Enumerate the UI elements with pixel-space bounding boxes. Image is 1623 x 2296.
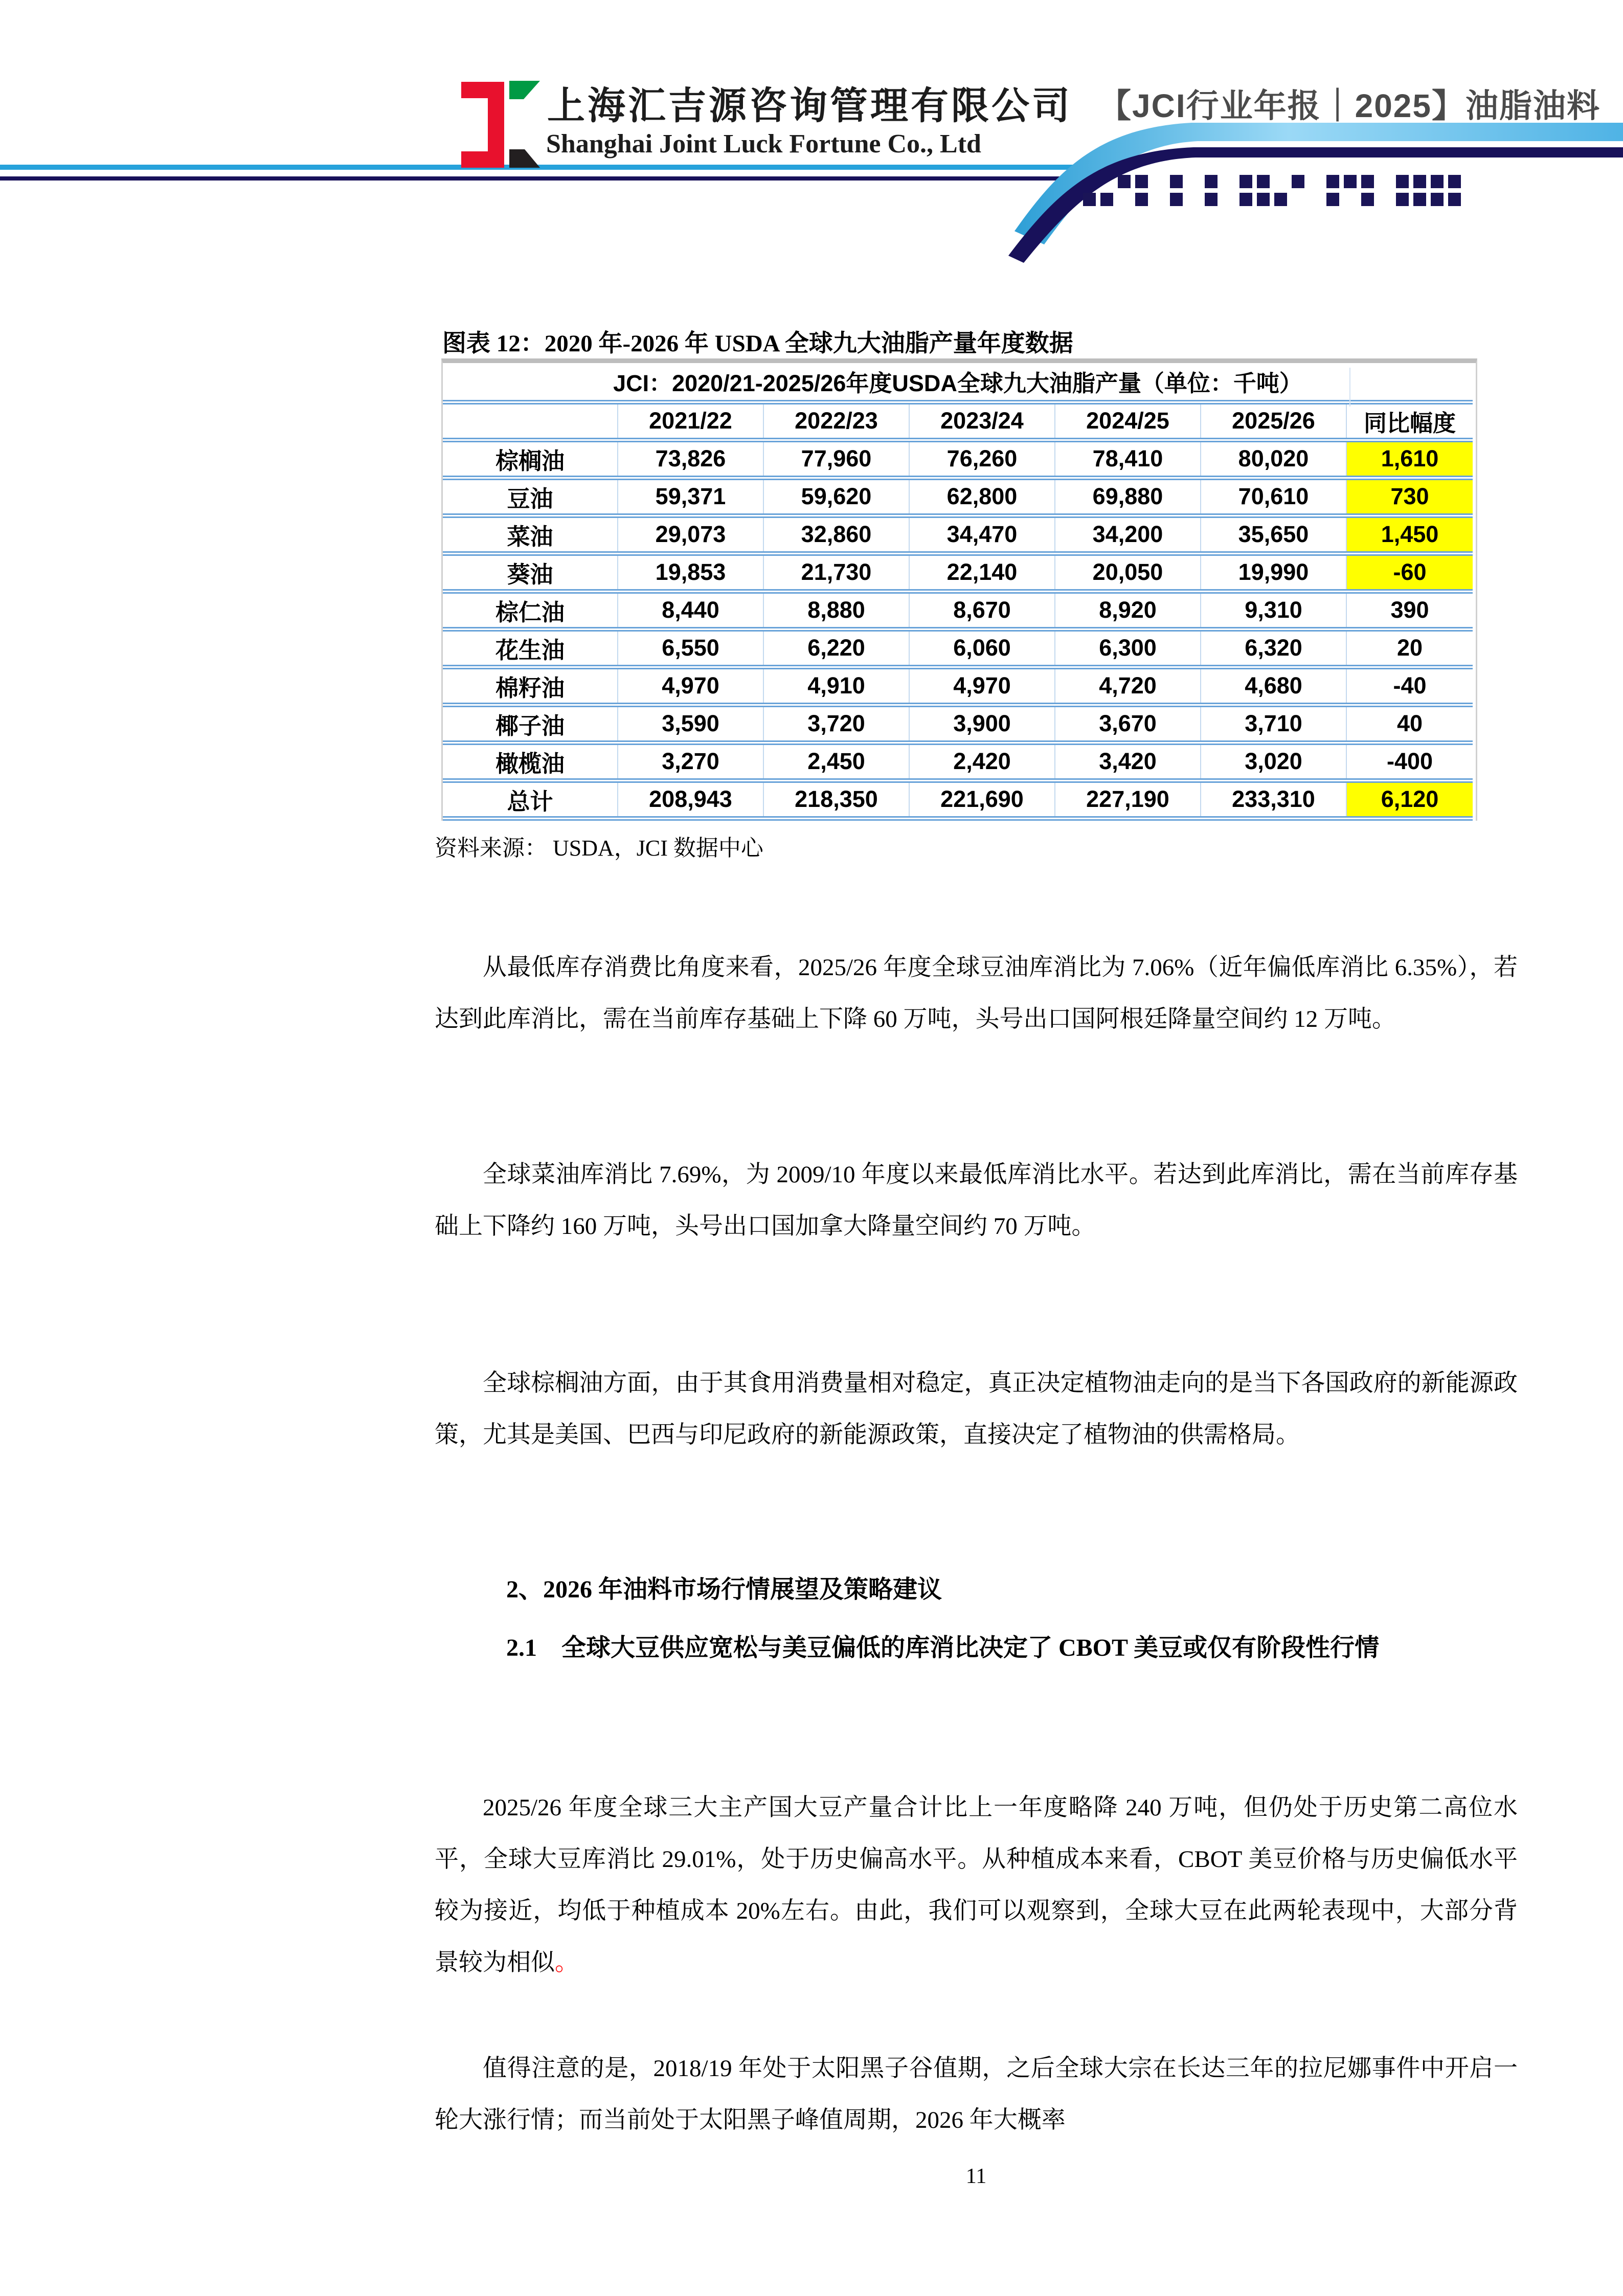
row-label: 菜油 bbox=[507, 523, 553, 550]
table-cell: 59,620 bbox=[763, 478, 909, 515]
table-cell: 3,670 bbox=[1055, 705, 1201, 742]
table-row bbox=[443, 553, 1473, 591]
column-header: 2024/25 bbox=[1055, 402, 1201, 440]
table-row bbox=[443, 667, 1473, 705]
table-cell: 59,371 bbox=[618, 478, 763, 515]
table-row bbox=[443, 705, 1473, 742]
yoy-cell: -60 bbox=[1346, 553, 1473, 591]
dot-off bbox=[1309, 175, 1322, 188]
paragraph-palmoil-policy: 全球棕榈油方面，由于其食用消费量相对稳定，真正决定植物油走向的是当下各国政府的新能源政策，尤其是美国、巴西与印尼政府的新能源政策，直接决定了植物油的供需格局。 bbox=[435, 1370, 1518, 1448]
table-cell: 70,610 bbox=[1201, 478, 1346, 515]
dot-on bbox=[1118, 175, 1131, 188]
dot-off bbox=[1222, 175, 1235, 188]
dot-on bbox=[1135, 175, 1148, 188]
column-header: 2025/26 bbox=[1201, 402, 1346, 440]
row-label: 花生油 bbox=[495, 637, 565, 663]
row-label: 总计 bbox=[507, 788, 553, 815]
row-label: 棕仁油 bbox=[495, 599, 565, 625]
yoy-cell: 1,610 bbox=[1346, 440, 1473, 478]
yoy-cell: 6,120 bbox=[1346, 780, 1473, 818]
table-cell: 73,826 bbox=[618, 440, 763, 478]
table-cell: 6,320 bbox=[1201, 629, 1346, 667]
table-cell: 8,440 bbox=[618, 591, 763, 629]
dot-off bbox=[1292, 193, 1304, 206]
paragraph-soybean-outlook bbox=[435, 1782, 1518, 1989]
dot-on bbox=[1257, 175, 1270, 188]
row-label: 椰子油 bbox=[495, 712, 565, 739]
table-row bbox=[443, 515, 1473, 553]
row-label: 棉籽油 bbox=[495, 674, 565, 701]
table-cell: 34,470 bbox=[909, 515, 1055, 553]
table-cell: 4,970 bbox=[909, 667, 1055, 705]
dot-off bbox=[1118, 193, 1131, 206]
logo-green-shape bbox=[509, 81, 540, 99]
table-cell: 4,680 bbox=[1201, 667, 1346, 705]
table-cell: 3,590 bbox=[618, 705, 763, 742]
dot-on bbox=[1431, 193, 1444, 206]
table-columns-row bbox=[443, 402, 1473, 440]
table-cell: 6,550 bbox=[618, 629, 763, 667]
dot-on bbox=[1431, 175, 1444, 188]
dot-off bbox=[1379, 175, 1391, 188]
dot-off bbox=[1187, 193, 1200, 206]
table-cell: 218,350 bbox=[763, 780, 909, 818]
table-cell: 4,970 bbox=[618, 667, 763, 705]
dot-on bbox=[1239, 175, 1252, 188]
logo-black-shape bbox=[509, 149, 540, 168]
table-cell: 3,720 bbox=[763, 705, 909, 742]
table-cell: 2,420 bbox=[909, 742, 1055, 780]
table-cell: 3,020 bbox=[1201, 742, 1346, 780]
dot-on bbox=[1361, 175, 1374, 188]
table-cell: 9,310 bbox=[1201, 591, 1346, 629]
dot-matrix-row bbox=[1083, 193, 1466, 206]
table-cell: 6,220 bbox=[763, 629, 909, 667]
column-header: 2022/23 bbox=[763, 402, 909, 440]
table-cell: 62,800 bbox=[909, 478, 1055, 515]
paragraph-soybean-outlook-text: 2025/26 年度全球三大主产国大豆产量合计比上一年度略降 240 万吨，但仍处于历史第二高位水平，全球大豆库消比 29.01%，处于历史偏高水平。从种植成本来看，CBOT 美豆价格与历史偏低水平较为接近，均低于种植成本 20%左右。由此，我们可以观察到，全球大豆在此两轮表现中，大部分背景较为相似 bbox=[435, 1794, 1518, 1976]
table-cell: 21,730 bbox=[763, 553, 909, 591]
dot-on bbox=[1326, 193, 1339, 206]
dot-on bbox=[1326, 175, 1339, 188]
table-cell: 221,690 bbox=[909, 780, 1055, 818]
dot-on bbox=[1135, 193, 1148, 206]
section-heading-2-1: 2.1 全球大豆供应宽松与美豆偏低的库消比决定了 CBOT 美豆或仅有阶段性行情 bbox=[506, 1634, 1380, 1661]
paragraph-rapeoil-stocks: 全球菜油库消比 7.69%，为 2009/10 年度以来最低库消比水平。若达到此库消比，需在当前库存基础上下降约 160 万吨，头号出口国加拿大降量空间约 70 万吨。 bbox=[435, 1161, 1518, 1240]
company-logo-icon bbox=[459, 75, 543, 175]
table-cell: 6,300 bbox=[1055, 629, 1201, 667]
dot-on bbox=[1100, 193, 1113, 206]
table-cell: 208,943 bbox=[618, 780, 763, 818]
column-header bbox=[443, 402, 618, 440]
dot-off bbox=[1083, 175, 1096, 188]
dot-off bbox=[1222, 193, 1235, 206]
dot-off bbox=[1274, 175, 1287, 188]
header-rule-navy bbox=[0, 176, 1069, 181]
table-cell: 20,050 bbox=[1055, 553, 1201, 591]
table-cell: 32,860 bbox=[763, 515, 909, 553]
table-cell: 29,073 bbox=[618, 515, 763, 553]
paragraph-soyoil-stocks: 从最低库存消费比角度来看，2025/26 年度全球豆油库消比为 7.06%（近年偏低库消比 6.35%），若达到此库消比，需在当前库存基础上下降 60 万吨，头号出口国阿根廷降量空间约 12 万吨。 bbox=[435, 954, 1518, 1032]
usda-production-table bbox=[441, 358, 1477, 821]
table-merged-row-divider bbox=[1349, 368, 1350, 407]
dot-on bbox=[1205, 193, 1218, 206]
dot-on bbox=[1083, 193, 1096, 206]
table-row bbox=[443, 478, 1473, 515]
table-row bbox=[443, 742, 1473, 780]
table-cell: 76,260 bbox=[909, 440, 1055, 478]
dot-on bbox=[1448, 175, 1461, 188]
dot-on bbox=[1413, 175, 1426, 188]
logo-red-bracket bbox=[461, 82, 504, 168]
column-header: 同比幅度 bbox=[1346, 402, 1473, 440]
yoy-cell: -40 bbox=[1346, 667, 1473, 705]
dot-off bbox=[1379, 193, 1391, 206]
table-cell: 2,450 bbox=[763, 742, 909, 780]
table-merged-title: JCI：2020/21-2025/26年度USDA全球九大油脂产量（单位：千吨） bbox=[613, 370, 1302, 397]
dot-on bbox=[1274, 193, 1287, 206]
paragraph-soybean-outlook-red-period: 。 bbox=[555, 1949, 579, 1976]
table-cell: 3,900 bbox=[909, 705, 1055, 742]
table-row bbox=[443, 591, 1473, 629]
table-row bbox=[443, 440, 1473, 478]
table-cell: 78,410 bbox=[1055, 440, 1201, 478]
section-heading-2: 2、2026 年油料市场行情展望及策略建议 bbox=[506, 1575, 942, 1603]
dot-on bbox=[1361, 193, 1374, 206]
row-label: 豆油 bbox=[507, 485, 553, 512]
row-label: 橄榄油 bbox=[495, 750, 565, 777]
dot-on bbox=[1344, 175, 1357, 188]
table-row bbox=[443, 629, 1473, 667]
table-cell: 34,200 bbox=[1055, 515, 1201, 553]
dot-on bbox=[1239, 193, 1252, 206]
table-cell: 77,960 bbox=[763, 440, 909, 478]
dot-matrix-row bbox=[1083, 175, 1466, 188]
yoy-cell: 730 bbox=[1346, 478, 1473, 515]
dot-off bbox=[1309, 193, 1322, 206]
table-cell: 69,880 bbox=[1055, 478, 1201, 515]
table-body bbox=[443, 440, 1473, 818]
dot-on bbox=[1170, 175, 1183, 188]
dot-on bbox=[1448, 193, 1461, 206]
table-cell: 22,140 bbox=[909, 553, 1055, 591]
dot-on bbox=[1257, 193, 1270, 206]
dot-on bbox=[1170, 193, 1183, 206]
table-cell: 4,720 bbox=[1055, 667, 1201, 705]
header-dot-matrix bbox=[1083, 175, 1466, 211]
dot-on bbox=[1205, 175, 1218, 188]
dot-off bbox=[1344, 193, 1357, 206]
table-cell: 3,270 bbox=[618, 742, 763, 780]
page-number: 11 bbox=[965, 2165, 987, 2188]
figure-title: 图表 12：2020 年-2026 年 USDA 全球九大油脂产量年度数据 bbox=[442, 330, 1073, 357]
table-cell: 3,710 bbox=[1201, 705, 1346, 742]
table-cell: 233,310 bbox=[1201, 780, 1346, 818]
table-cell: 227,190 bbox=[1055, 780, 1201, 818]
yoy-cell: 390 bbox=[1346, 591, 1473, 629]
table-cell: 19,853 bbox=[618, 553, 763, 591]
table-cell: 19,990 bbox=[1201, 553, 1346, 591]
yoy-cell: 40 bbox=[1346, 705, 1473, 742]
dot-off bbox=[1187, 175, 1200, 188]
dot-off bbox=[1100, 175, 1113, 188]
yoy-cell: 1,450 bbox=[1346, 515, 1473, 553]
row-label: 棕榈油 bbox=[495, 447, 565, 474]
table-cell: 3,420 bbox=[1055, 742, 1201, 780]
paragraph-sunspot-cycle: 值得注意的是，2018/19 年处于太阳黑子谷值期，之后全球大宗在长达三年的拉尼娜事件中开启一轮大涨行情；而当前处于太阳黑子峰值周期，2026 年大概率 bbox=[435, 2055, 1518, 2133]
dot-off bbox=[1153, 175, 1165, 188]
dot-off bbox=[1153, 193, 1165, 206]
dot-on bbox=[1413, 193, 1426, 206]
table-merged-header-row bbox=[443, 363, 1473, 402]
column-header: 2021/22 bbox=[618, 402, 763, 440]
column-header: 2023/24 bbox=[909, 402, 1055, 440]
table-cell: 8,920 bbox=[1055, 591, 1201, 629]
company-name-cn: 上海汇吉源咨询管理有限公司 bbox=[547, 85, 1072, 127]
source-note: 资料来源： USDA，JCI 数据中心 bbox=[435, 836, 763, 861]
dot-on bbox=[1292, 175, 1304, 188]
table-cell: 8,880 bbox=[763, 591, 909, 629]
dot-on bbox=[1396, 193, 1409, 206]
table-cell: 8,670 bbox=[909, 591, 1055, 629]
yoy-cell: -400 bbox=[1346, 742, 1473, 780]
yoy-cell: 20 bbox=[1346, 629, 1473, 667]
table-cell: 35,650 bbox=[1201, 515, 1346, 553]
company-name-en: Shanghai Joint Luck Fortune Co., Ltd bbox=[546, 129, 981, 159]
report-tag: 【JCI行业年报｜2025】油脂油料 bbox=[1098, 87, 1601, 124]
dot-on bbox=[1396, 175, 1409, 188]
table-cell: 80,020 bbox=[1201, 440, 1346, 478]
table-cell: 6,060 bbox=[909, 629, 1055, 667]
table-cell: 4,910 bbox=[763, 667, 909, 705]
row-label: 葵油 bbox=[507, 561, 553, 588]
table-row bbox=[443, 780, 1473, 818]
